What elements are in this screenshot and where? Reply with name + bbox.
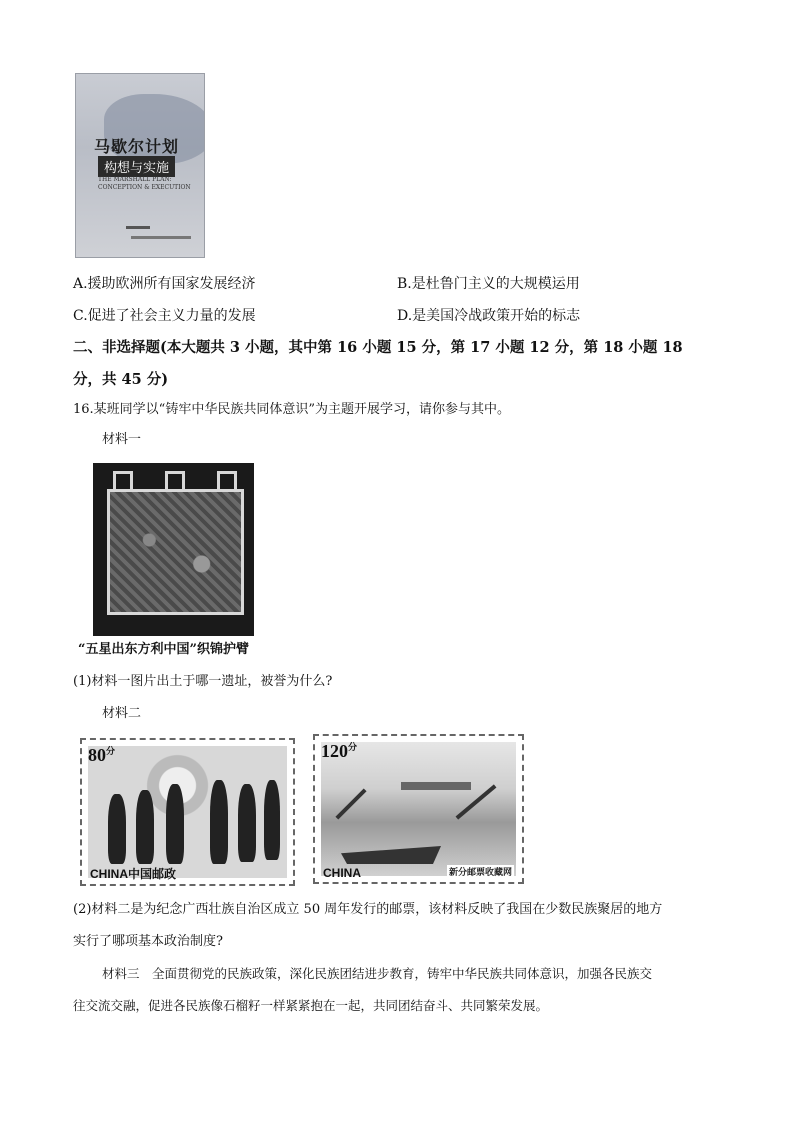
stamp-1-artwork [88,746,287,878]
section-heading-line1: 二、非选择题(本大题共 3 小题，其中第 16 小题 15 分，第 17 小题 12 分，第 18 小题 18 [73,339,683,356]
dancer-figure [238,784,256,862]
stamp-2-country: CHINA [323,866,361,880]
armguard-brocade-pattern [107,489,244,615]
brocade-armguard-image [93,463,254,636]
ship-hull [341,846,441,864]
stamp-1-value: $80^分$ [88,745,116,765]
question-16-intro: 16.某班同学以“铸牢中华民族共同体意识”为主题开展学习，请你参与其中。 [73,402,510,417]
stamp-80-fen [80,738,295,886]
dancer-figure [166,784,184,864]
marshall-plan-book-cover [75,73,205,258]
publisher-mark [126,226,150,229]
material-1-label: 材料一 [102,432,142,447]
question-16-part-2-line1: (2)材料二是为纪念广西壮族自治区成立 50 周年发行的邮票，该材料反映了我国在少数民族聚居的地方 [73,902,663,917]
dancer-figure [108,794,126,864]
stamp-2-watermark-caption: 新分邮票收藏网 [448,867,512,877]
stamp-2-value: $120^分$ [321,741,358,761]
armguard-caption: “五星出东方利中国”织锦护臂 [78,642,249,657]
option-c: C.促进了社会主义力量的发展 [73,308,256,324]
stamp-2-artwork [321,742,516,876]
book-subtitle: 构想与实施 [98,156,175,177]
book-english-title: THE MARSHALL PLAN: CONCEPTION & EXECUTION [98,176,191,191]
dancer-figure [264,780,280,860]
option-d: D.是美国冷战政策开始的标志 [397,308,581,324]
material-2-label: 材料二 [102,706,142,721]
section-heading-line2: 分，共 45 分) [73,371,169,388]
option-b: B.是杜鲁门主义的大规模运用 [397,276,580,292]
question-16-part-1: (1)材料一图片出土于哪一遗址，被誉为什么? [73,674,333,689]
book-title: 马歇尔计划 [94,137,180,156]
dancer-figure [136,790,154,864]
harbor-skyline [401,782,471,790]
stamp-120-fen [313,734,524,884]
publisher-line [131,236,191,239]
dancer-figure [210,780,228,864]
stamp-1-country: CHINA中国邮政 [90,867,176,881]
option-a: A.援助欧洲所有国家发展经济 [73,276,256,292]
question-16-part-2-line2: 实行了哪项基本政治制度? [73,934,223,949]
crane-arm [335,788,366,819]
material-3-line2: 往交流交融，促进各民族像石榴籽一样紧紧抱在一起，共同团结奋斗、共同繁荣发展。 [73,998,549,1013]
material-3-line1: 材料三 全面贯彻党的民族政策，深化民族团结进步教育，铸牢中华民族共同体意识，加强各民族交 [102,966,653,981]
